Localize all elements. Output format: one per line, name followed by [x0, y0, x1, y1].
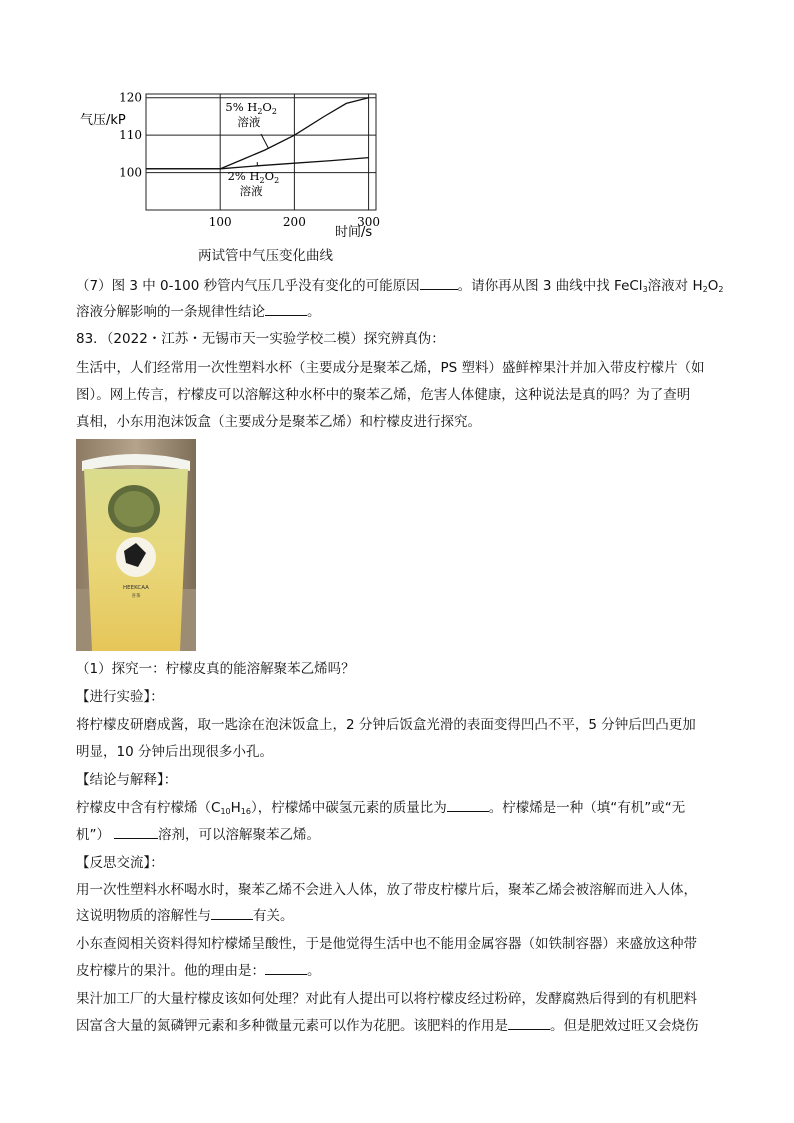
- y-tick-label: 120: [119, 90, 142, 105]
- q7-line2-text: 溶液分解影响的一条规律性结论: [76, 304, 265, 320]
- q7-line1: [76, 275, 723, 301]
- q7-sub: 3: [642, 285, 648, 294]
- reflect-line6-b: 。但是肥效过旺又会烧伤: [550, 1018, 699, 1034]
- answer-blank[interactable]: [508, 1015, 550, 1030]
- reflect-line6: [76, 1015, 699, 1037]
- intro-line: 生活中，人们经常用一次性塑料水杯（主要成分是聚苯乙烯，PS 塑料）盛鲜榨果汁并加入带皮柠檬片（如: [76, 360, 705, 376]
- x-tick-label: 200: [282, 215, 306, 229]
- conclusion-line1: [76, 797, 685, 823]
- reflect-line: 小东查阅相关资料得知柠檬烯呈酸性，于是他觉得生活中也不能用金属容器（如铁制容器）来盛放这种带: [76, 936, 697, 952]
- q7-text-c: 溶液对 H: [647, 278, 703, 294]
- conclusion-line2: [76, 824, 320, 846]
- answer-blank[interactable]: [265, 960, 307, 975]
- cup-brand-sub: 喜茶: [131, 594, 141, 599]
- conclusion-text-a: 柠檬皮中含有柠檬烯（C: [76, 800, 221, 816]
- q7-text-a: （7）图 3 中 0-100 秒管内气压几乎没有变化的可能原因: [76, 278, 420, 294]
- series-label-line2: 溶液: [237, 115, 261, 129]
- q7-text-b: 。请你再从图 3 曲线中找 FeCl: [457, 278, 643, 294]
- q7-sub: 2: [702, 285, 708, 294]
- y-tick-label: 110: [119, 128, 142, 143]
- q7-text-d: O: [707, 278, 719, 294]
- experiment-line: 明显，10 分钟后出现很多小孔。: [76, 744, 273, 760]
- reflect-line4-b: 。: [307, 963, 321, 979]
- lemon-tea-cup-photo: [76, 439, 196, 651]
- answer-blank[interactable]: [420, 275, 458, 290]
- q83-header: 83．（2022・江苏・无锡市天一实验学校二模）探究辨真伪：: [76, 331, 445, 347]
- section-experiment: 【进行实验】：: [76, 689, 164, 705]
- section-reflect: 【反思交流】：: [76, 855, 164, 871]
- reflect-line6-a: 因富含大量的氮磷钾元素和多种微量元素可以作为花肥。该肥料的作用是: [76, 1018, 508, 1034]
- series-leader-line: [261, 134, 268, 148]
- y-axis-label: 气压/kP: [80, 113, 126, 128]
- reflect-line2-b: 有关。: [253, 908, 294, 924]
- reflect-line2: [76, 905, 294, 927]
- answer-blank[interactable]: [114, 824, 158, 839]
- conclusion-text-b: H: [230, 800, 241, 816]
- conclusion-text-c: ），柠檬烯中碳氢元素的质量比为: [250, 800, 447, 816]
- reflect-line2-a: 这说明物质的溶解性与: [76, 908, 211, 924]
- q7-line2: [76, 301, 321, 323]
- intro-line: 图）。网上传言，柠檬皮可以溶解这种水杯中的聚苯乙烯，危害人体健康，这种说法是真的吗？为了查明: [76, 387, 691, 403]
- intro-line: 真相，小东用泡沫饭盒（主要成分是聚苯乙烯）和柠檬皮进行探究。: [76, 414, 481, 430]
- plot-area: [119, 91, 380, 229]
- experiment-line: 将柠檬皮研磨成酱，取一匙涂在泡沫饭盒上，2 分钟后饭盒光滑的表面变得凹凸不平，5 分钟后凹凸更加: [76, 717, 696, 733]
- section-conclusion: 【结论与解释】：: [76, 772, 178, 788]
- answer-blank[interactable]: [447, 797, 489, 812]
- conclusion-text-d: 。柠檬烯是一种（填“有机”或“无: [488, 800, 686, 816]
- x-axis-label: 时间/s: [335, 225, 373, 240]
- q7-sub: 2: [718, 285, 724, 294]
- conclusion-line2-b: 溶剂，可以溶解聚苯乙烯。: [158, 827, 320, 843]
- q7-line2-end: 。: [307, 304, 321, 320]
- explore1-title: （1）探究一：柠檬皮真的能溶解聚苯乙烯吗？: [76, 661, 355, 677]
- series-label: 5% $H_2O_2$: [225, 100, 277, 116]
- chart-title: 两试管中气压变化曲线: [198, 248, 333, 264]
- reflect-line4-a: 皮柠檬片的果汁。他的理由是：: [76, 963, 265, 979]
- answer-blank[interactable]: [265, 301, 307, 316]
- reflect-line: 果汁加工厂的大量柠檬皮该如何处理？对此有人提出可以将柠檬皮经过粉碎，发酵腐熟后得到的有机肥料: [76, 991, 697, 1007]
- series-label: 2% $H_2O_2$: [227, 169, 280, 185]
- reflect-line4: [76, 960, 321, 982]
- series-label-line2: 溶液: [239, 184, 263, 198]
- x-tick-label: 300: [357, 215, 381, 229]
- answer-blank[interactable]: [211, 905, 253, 920]
- x-tick-label: 100: [208, 215, 232, 229]
- conclusion-sub: 10: [220, 807, 231, 816]
- cup-brand-text: HEEKCAA: [123, 585, 149, 591]
- conclusion-sub: 16: [240, 807, 251, 816]
- conclusion-line2-a: 机”）: [76, 827, 110, 843]
- y-tick-label: 100: [119, 165, 142, 180]
- reflect-line: 用一次性塑料水杯喝水时，聚苯乙烯不会进入人体，放了带皮柠檬片后，聚苯乙烯会被溶解而进入人体，: [76, 882, 697, 898]
